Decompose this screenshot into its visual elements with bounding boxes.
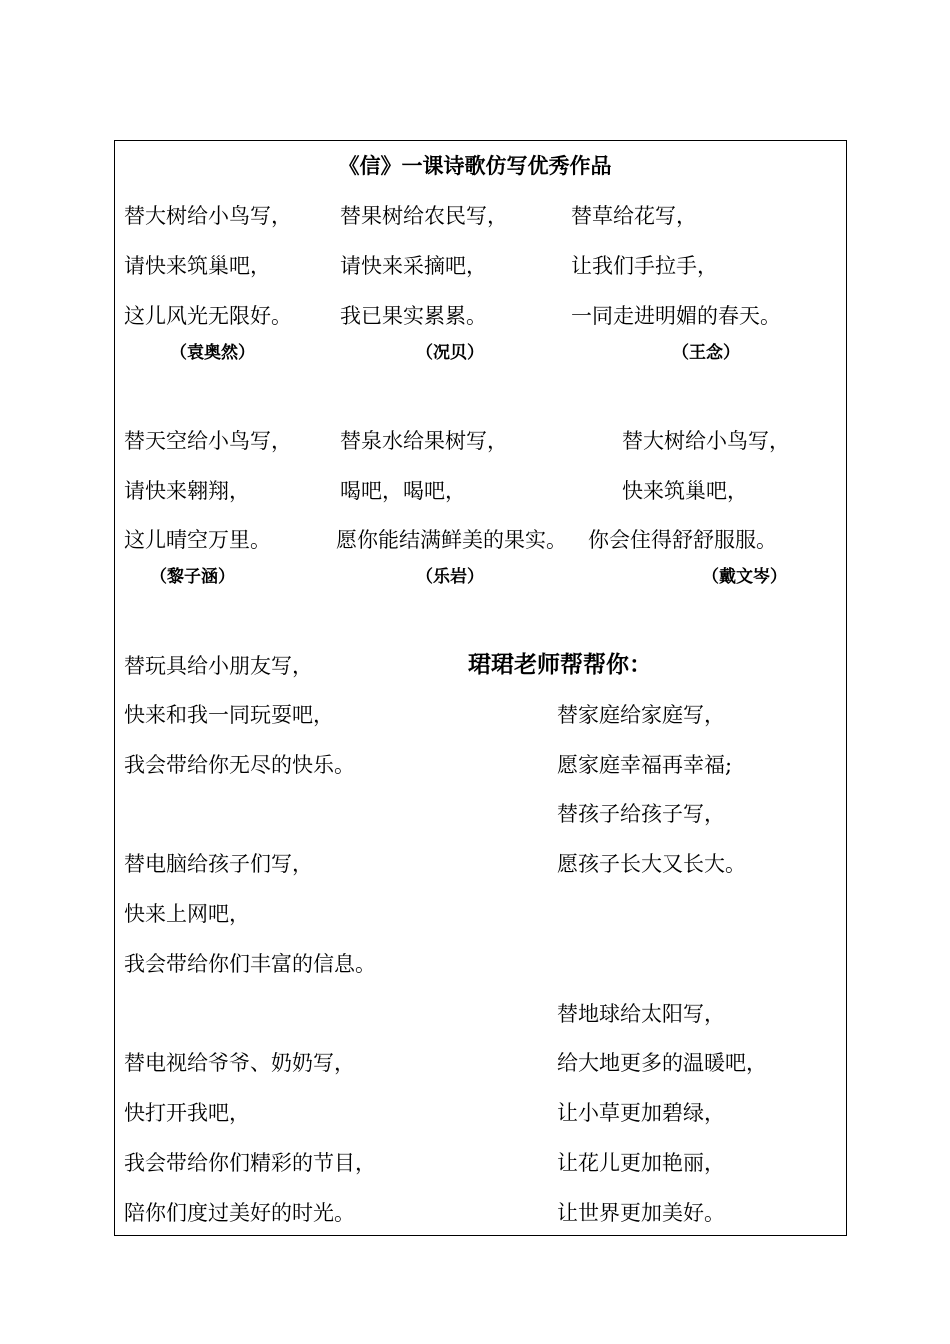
poem-line: 我会带给你们精彩的节目，: [124, 1151, 376, 1175]
poem-line: 快来上网吧，: [124, 902, 250, 926]
poem-author: （黎子涵）: [150, 567, 235, 587]
poem-line: 这儿风光无限好。: [124, 304, 292, 328]
poem-line: 替地球给太阳写，: [557, 1002, 725, 1026]
poem-line: 快来筑巢吧，: [622, 479, 748, 503]
poem-line: 你会住得舒舒服服。: [588, 528, 777, 552]
poem-line: 替大树给小鸟写，: [124, 204, 292, 228]
poem-line: 替果树给农民写，: [340, 204, 508, 228]
poem-line: 请快来翱翔，: [124, 479, 250, 503]
poem-line: 一同走进明媚的春天。: [571, 304, 781, 328]
poem-line: 我会带给你无尽的快乐。: [124, 753, 355, 777]
poem-line: 替孩子给孩子写，: [557, 802, 725, 826]
poem-line: 替大树给小鸟写，: [622, 429, 790, 453]
poem-line: 给大地更多的温暖吧，: [557, 1051, 767, 1075]
poem-line: 请快来筑巢吧，: [124, 254, 271, 278]
poem-line: 陪你们度过美好的时光。: [124, 1201, 355, 1225]
poem-line: 让我们手拉手，: [571, 254, 718, 278]
poem-line: 喝吧，喝吧，: [340, 479, 466, 503]
poem-line: 让小草更加碧绿，: [557, 1101, 725, 1125]
poem-author: （况贝）: [416, 343, 484, 363]
poem-author: （王念）: [672, 343, 740, 363]
poem-author: （戴文岑）: [702, 567, 787, 587]
poem-line: 替草给花写，: [571, 204, 697, 228]
poem-line: 替天空给小鸟写，: [124, 429, 292, 453]
teacher-heading: 珺珺老师帮帮你：: [468, 652, 652, 678]
poem-author: （乐岩）: [416, 567, 484, 587]
poem-line: 让花儿更加艳丽，: [557, 1151, 725, 1175]
poem-line: 替泉水给果树写，: [340, 429, 508, 453]
poem-line: 请快来采摘吧，: [340, 254, 487, 278]
poem-line: 快打开我吧，: [124, 1101, 250, 1125]
poem-line: 替玩具给小朋友写，: [124, 654, 313, 678]
poem-line: 让世界更加美好。: [557, 1201, 725, 1225]
poem-line: 我已果实累累。: [340, 304, 487, 328]
poem-line: 快来和我一同玩耍吧，: [124, 703, 334, 727]
poem-line: 替电视给爷爷、奶奶写，: [124, 1051, 355, 1075]
poem-line: 我会带给你们丰富的信息。: [124, 952, 376, 976]
poem-line: 愿家庭幸福再幸福;: [557, 753, 733, 777]
poem-line: 替家庭给家庭写，: [557, 703, 725, 727]
poem-line: 这儿晴空万里。: [124, 528, 271, 552]
document-title: 《信》一课诗歌仿写优秀作品: [338, 154, 612, 178]
poem-line: 愿你能结满鲜美的果实。: [336, 528, 567, 552]
poem-line: 替电脑给孩子们写，: [124, 852, 313, 876]
poem-line: 愿孩子长大又长大。: [557, 852, 746, 876]
poem-author: （袁奥然）: [170, 343, 255, 363]
